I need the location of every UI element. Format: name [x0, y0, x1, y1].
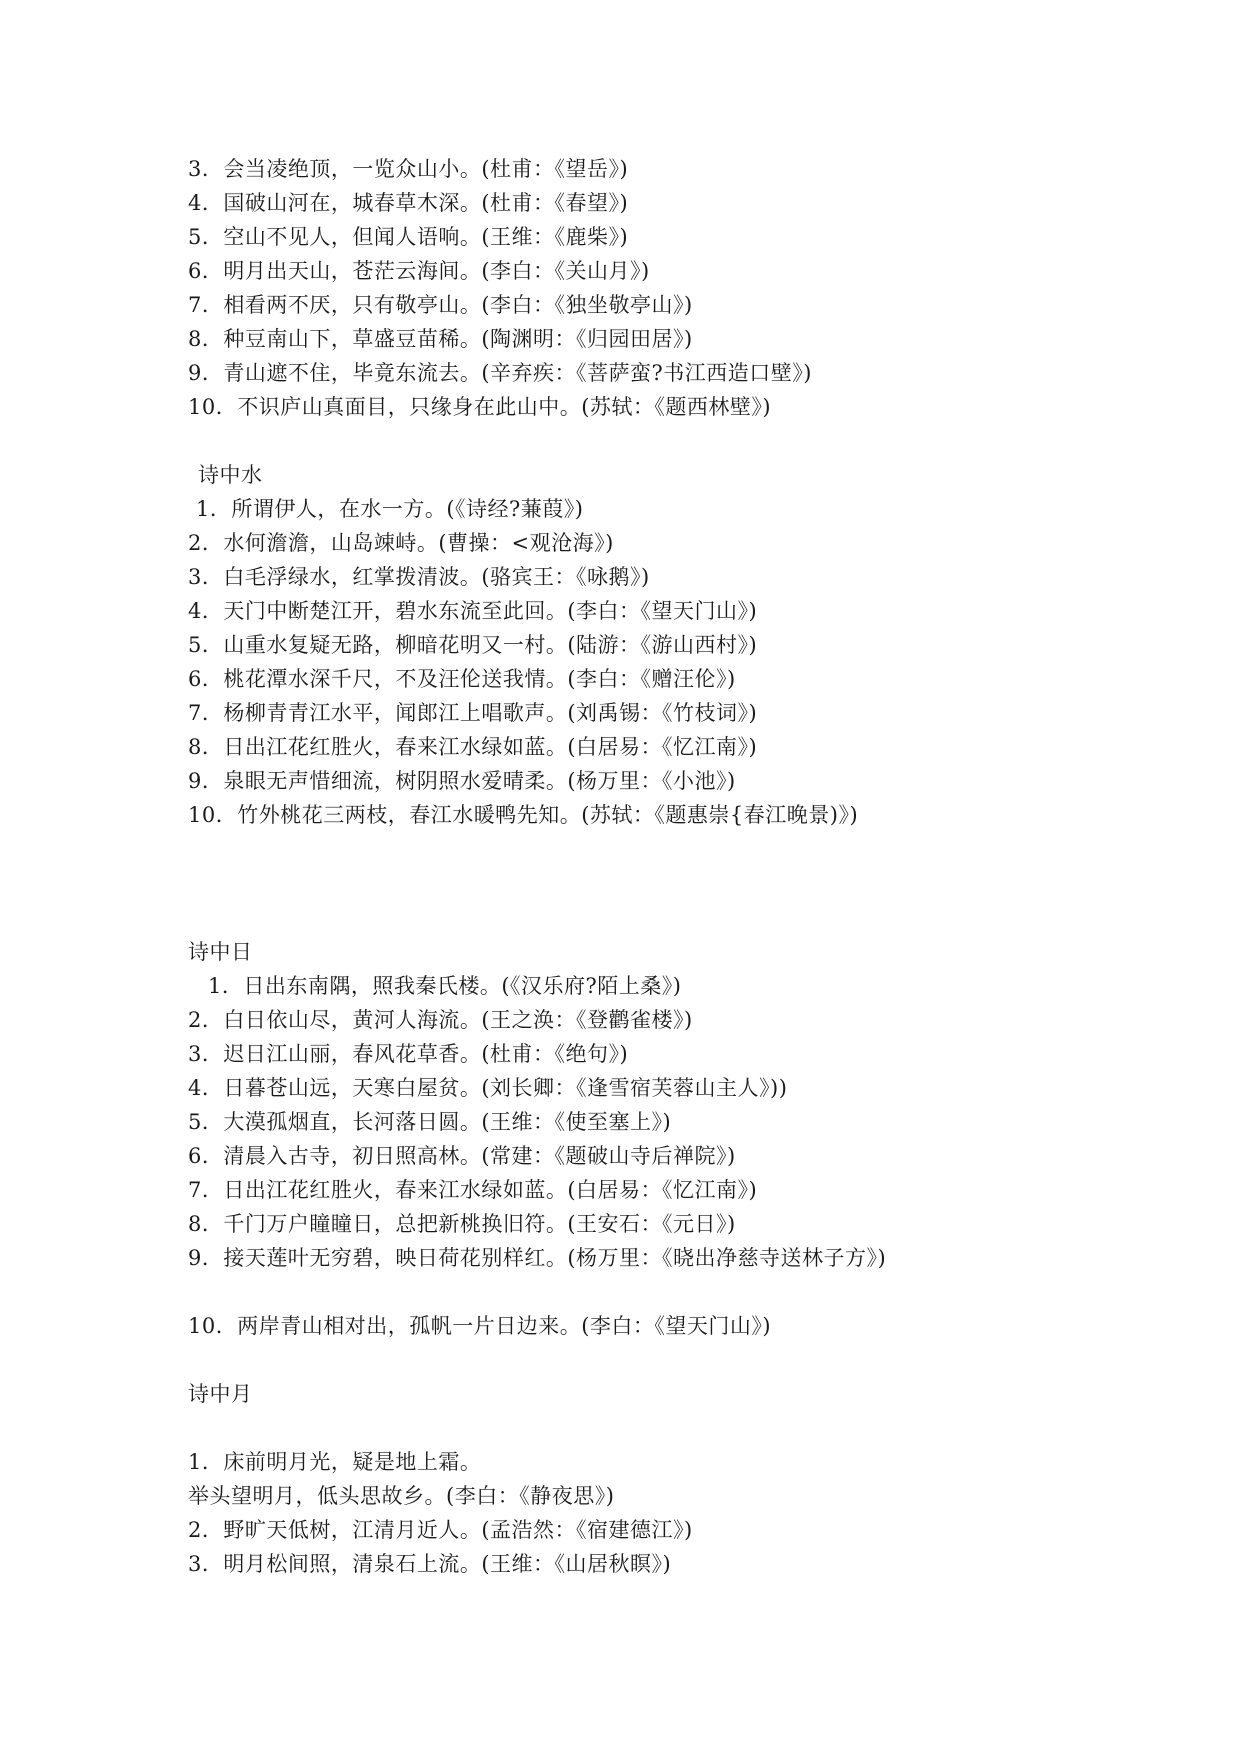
poem-line: 10．竹外桃花三两枝，春江水暖鸭先知。(苏轼：《题惠崇{春江晚景)》)	[188, 803, 859, 827]
poem-line: 4．国破山河在，城春草木深。(杜甫：《春望》)	[188, 191, 629, 215]
poem-line: 2．白日依山尽，黄河人海流。(王之涣：《登鹳雀楼》)	[188, 1008, 693, 1032]
poem-line: 5．大漠孤烟直，长河落日圆。(王维：《使至塞上》)	[188, 1110, 672, 1134]
section-heading-water: 诗中水	[198, 463, 263, 487]
poem-line: 10．不识庐山真面目，只缘身在此山中。(苏轼：《题西林壁》)	[188, 395, 772, 419]
poem-line: 8．千门万户瞳瞳日，总把新桃换旧符。(王安石：《元日》)	[188, 1212, 736, 1236]
poem-line: 7．相看两不厌，只有敬亭山。(李白：《独坐敬亭山》)	[188, 293, 693, 317]
section-heading-moon: 诗中月	[188, 1382, 253, 1406]
poem-line: 1．所谓伊人，在水一方。(《诗经?蒹葭》)	[196, 497, 584, 521]
poem-line: 5．空山不见人，但闻人语响。(王维：《鹿柴》)	[188, 225, 629, 249]
poem-line: 3．会当凌绝顶，一览众山小。(杜甫：《望岳》)	[188, 157, 629, 181]
poem-line: 2．水何澹澹，山岛竦峙。(曹操：<观沧海》)	[188, 531, 614, 555]
poem-line: 10．两岸青山相对出，孤帆一片日边来。(李白：《望天门山》)	[188, 1314, 772, 1338]
poem-line: 6．明月出天山，苍茫云海间。(李白：《关山月》)	[188, 259, 650, 283]
poem-line: 3．白毛浮绿水，红掌拨清波。(骆宾王：《咏鹅》)	[188, 565, 650, 589]
poem-line: 3．明月松间照，清泉石上流。(王维：《山居秋瞑》)	[188, 1552, 672, 1576]
poem-line: 3．迟日江山丽，春风花草香。(杜甫：《绝句》)	[188, 1042, 629, 1066]
poem-line: 4．天门中断楚江开，碧水东流至此回。(李白：《望天门山》)	[188, 599, 758, 623]
poem-line: 1．日出东南隅，照我秦氏楼。(《汉乐府?陌上桑》)	[208, 974, 682, 998]
section-heading-sun: 诗中日	[188, 940, 253, 964]
poem-line: 6．清晨入古寺，初日照高林。(常建：《题破山寺后禅院》)	[188, 1144, 736, 1168]
poem-line: 7．杨柳青青江水平，闻郎江上唱歌声。(刘禹锡：《竹枝词》)	[188, 701, 758, 725]
poem-line: 1．床前明月光，疑是地上霜。	[188, 1450, 482, 1474]
poem-line: 8．日出江花红胜火，春来江水绿如蓝。(白居易：《忆江南》)	[188, 735, 758, 759]
poem-line: 7．日出江花红胜火，春来江水绿如蓝。(白居易：《忆江南》)	[188, 1178, 758, 1202]
poem-line: 6．桃花潭水深千尺，不及汪伦送我情。(李白：《赠汪伦》)	[188, 667, 736, 691]
poem-line: 举头望明月，低头思故乡。(李白：《静夜思》)	[188, 1484, 615, 1508]
poem-line: 9．泉眼无声惜细流，树阴照水爱晴柔。(杨万里：《小池》)	[188, 769, 736, 793]
poem-line: 8．种豆南山下，草盛豆苗稀。(陶渊明：《归园田居》)	[188, 327, 693, 351]
poem-line: 4．日暮苍山远，天寒白屋贫。(刘长卿：《逢雪宿芙蓉山主人》))	[188, 1076, 788, 1100]
poem-line: 9．接天莲叶无穷碧，映日荷花别样红。(杨万里：《晓出净慈寺送林子方》)	[188, 1246, 887, 1270]
poem-line: 2．野旷天低树，江清月近人。(孟浩然：《宿建德江》)	[188, 1518, 693, 1542]
poem-line: 9．青山遮不住，毕竟东流去。(辛弃疾：《菩萨蛮?书江西造口壁》)	[188, 361, 813, 385]
poem-line: 5．山重水复疑无路，柳暗花明又一村。(陆游：《游山西村》)	[188, 633, 758, 657]
